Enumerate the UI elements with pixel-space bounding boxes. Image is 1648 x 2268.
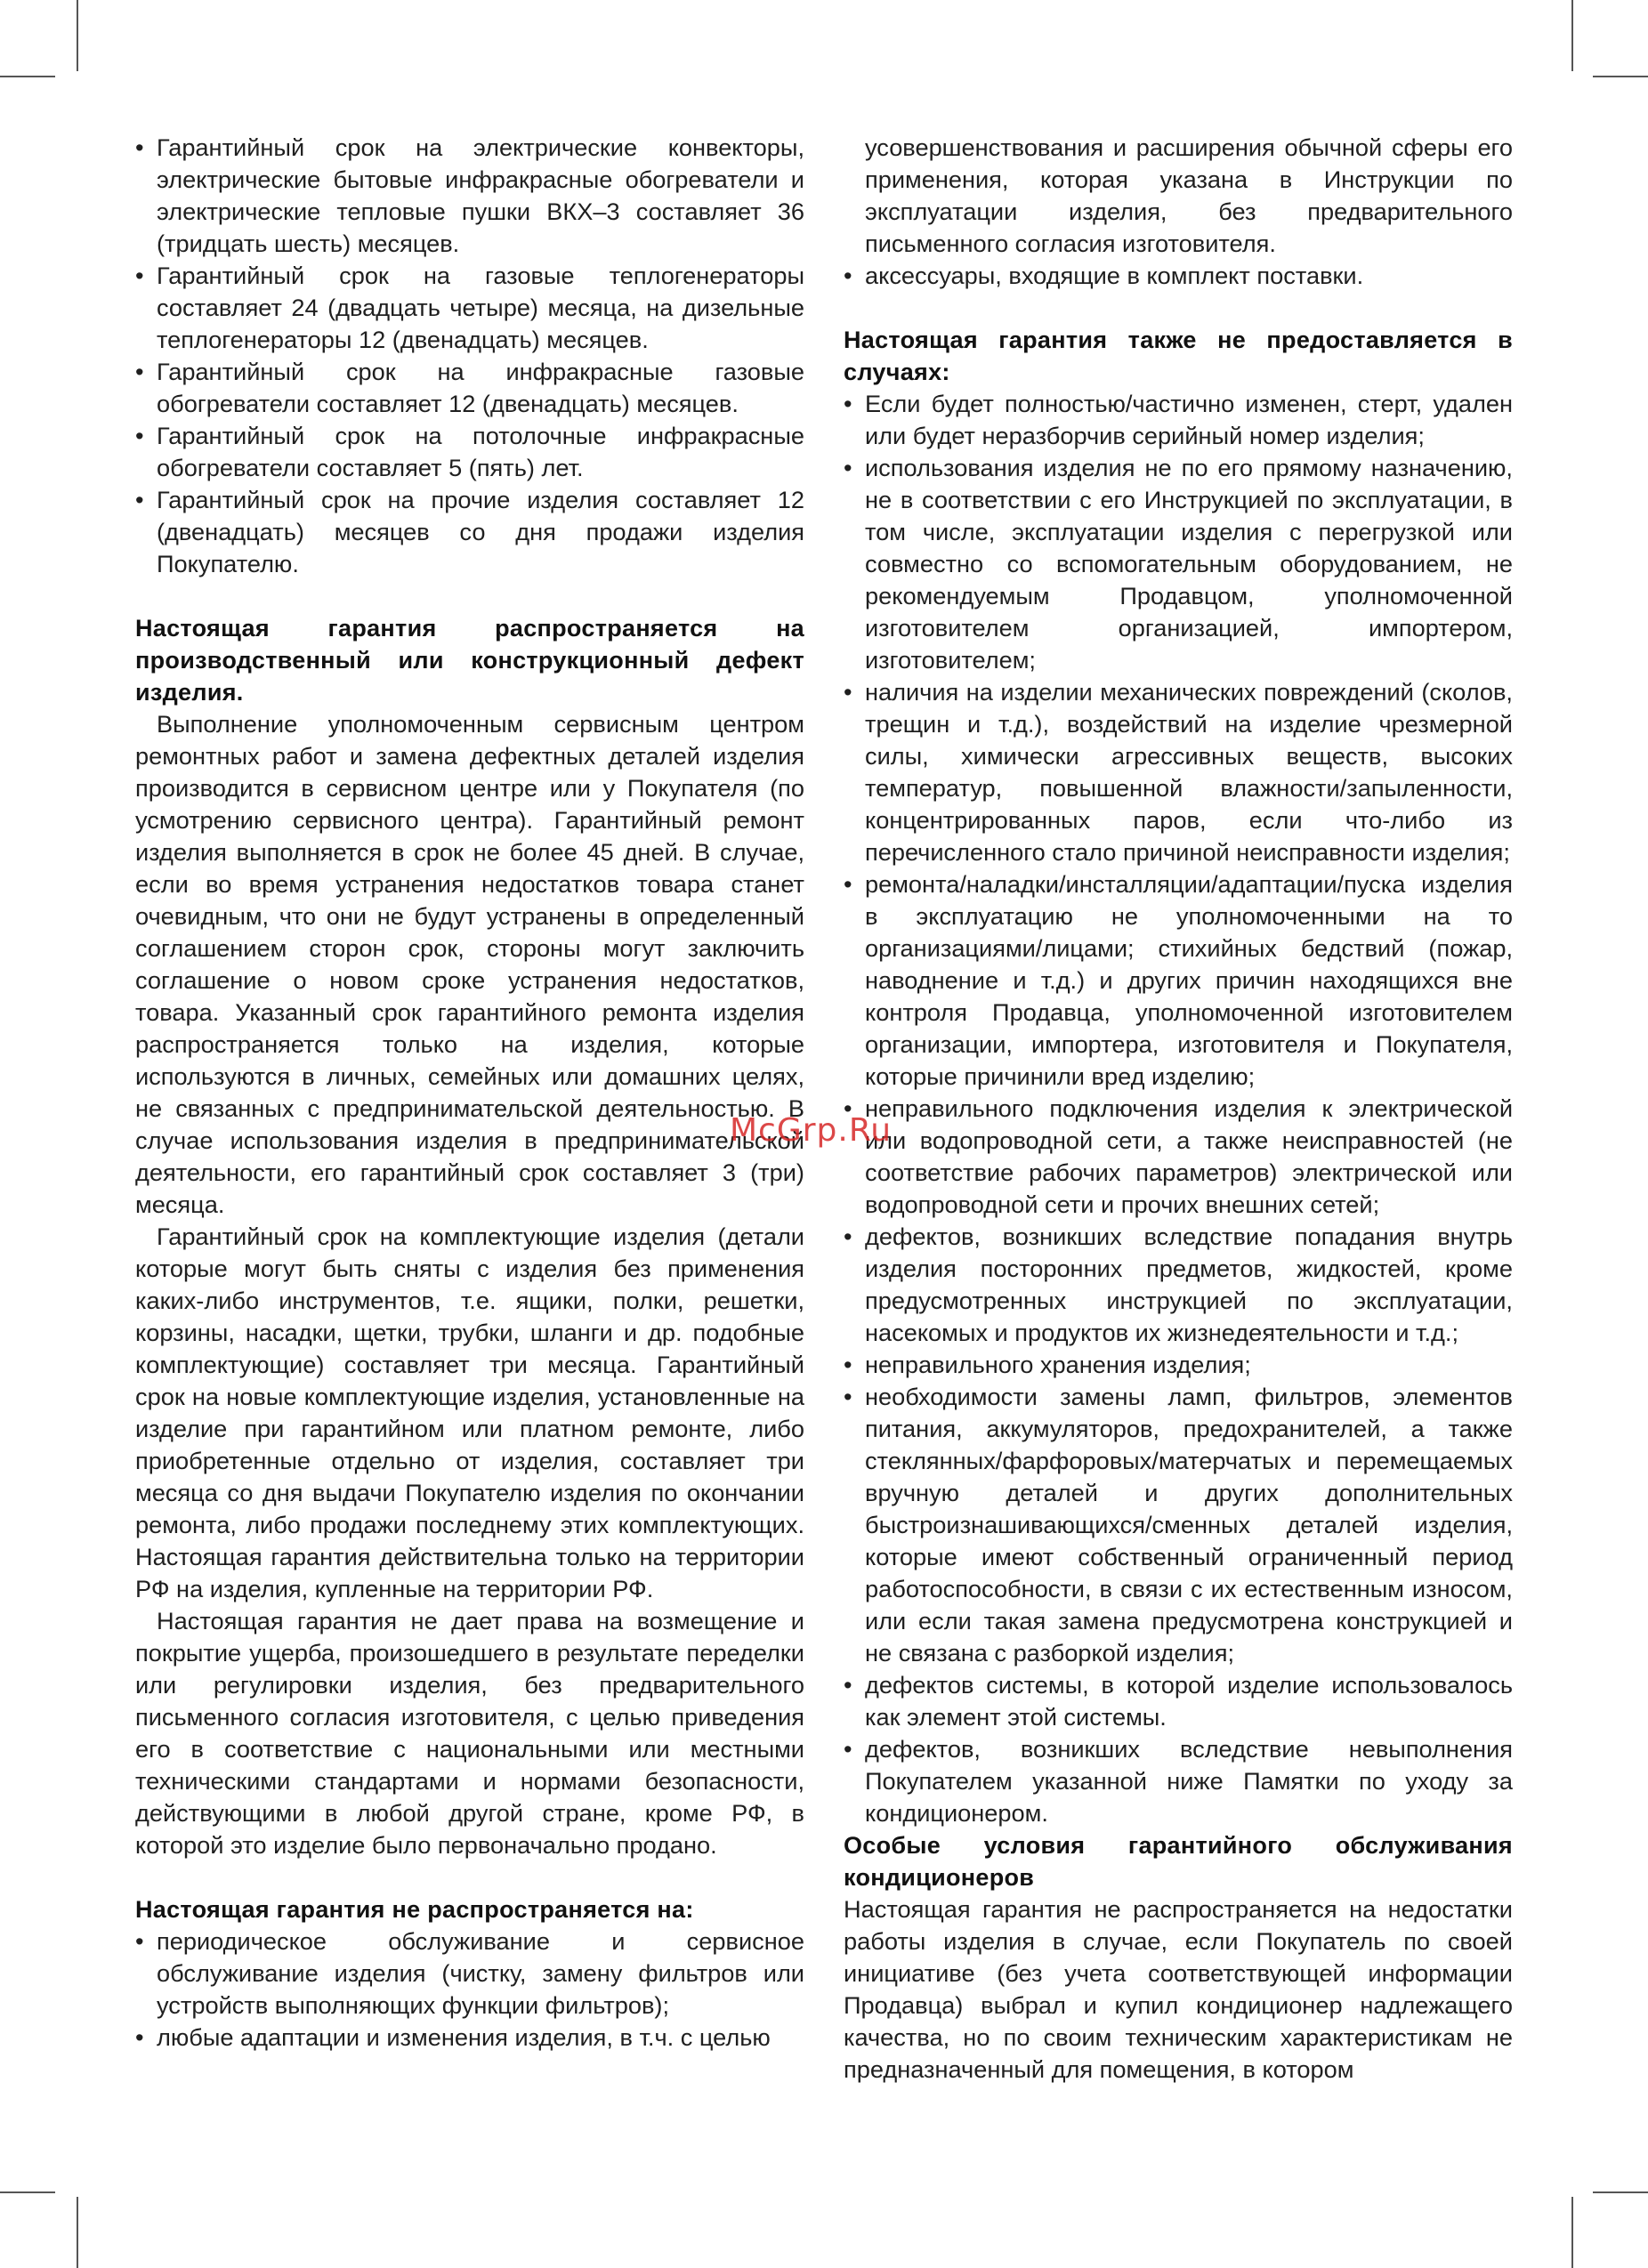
list-item: • дефектов системы, в которой изделие использовалось как элемент этой системы. xyxy=(844,1669,1513,1733)
continuation-list xyxy=(844,260,1513,292)
list-item: • любые адаптации и изменения изделия, в т.ч. с целью xyxy=(135,2022,804,2054)
exclusions-list xyxy=(844,388,1513,1829)
right-column xyxy=(844,132,1513,2086)
paragraph-components: Гарантийный срок на комплектующие изделия (детали которые могут быть сняты с изделия без применения каких-либо инструментов, т.е. ящики, полки, решетки, корзины, насадки, щетки, трубки, шланги и др. подобные комплектующие) составляет три месяца. Гарантийный срок на новые комплектующие изделия, установленные на изделие при гарантийном или платном ремонте, либо приобретенные отдельно от изделия, составляет три месяца со дня выдачи Покупателю изделия по окончании ремонта, либо продажи последнему этих комплектующих. Настоящая гарантия действительна только на территории РФ на изделия, купленные на территории РФ. xyxy=(135,1223,804,1602)
crop-mark-top-right-horizontal xyxy=(1593,76,1648,77)
watermark: McGrp.Ru xyxy=(730,1112,893,1149)
list-item: • Гарантийный срок на прочие изделия составляет 12 (двенадцать) месяцев со дня продажи изделия Покупателю. xyxy=(135,484,804,580)
crop-mark-bottom-left-horizontal xyxy=(0,2191,55,2193)
paragraph-continuation: усовершенствования и расширения обычной сферы его применения, которая указана в Инструкции по эксплуатации изделия, без предварительного письменного согласия изготовителя. xyxy=(865,133,1513,257)
list-item: • неправильного подключения изделия к электрической или водопроводной сети, а также неисправностей (не соответствие рабочих параметров) электрической или водопроводной сети и прочих внешних сетей; xyxy=(844,1093,1513,1221)
heading-warranty-not-applies: Настоящая гарантия не распространяется на: xyxy=(135,1896,694,1923)
crop-mark-bottom-left-vertical xyxy=(77,2197,78,2268)
paragraph-service-repair: Выполнение уполномоченным сервисным центром ремонтных работ и замена дефектных деталей изделия производится в сервисном центре или у Покупателя (по усмотрению сервисного центра). Гарантийный ремонт изделия выполняется в срок не более 45 дней. В случае, если во время устранения недостатков товара станет очевидным, что они не будут устранены в определенный соглашением сторон срок, стороны могут заключить соглашение о новом сроке устранения недостатков, товара. Указанный срок гарантийного ремонта изделия распространяется только на изделия, которые используются в личных, семейных или домашних целях, не связанных с предпринимательской деятельностью. В случае использования изделия в предпринимательской деятельности, его гарантийный срок составляет 3 (три) месяца. xyxy=(135,710,804,1218)
left-column xyxy=(135,132,804,2054)
list-item: • использования изделия не по его прямому назначению, не в соответствии с его Инструкцией по эксплуатации, в том числе, эксплуатации изделия с перегрузкой или совместно со вспомогательным оборудованием, не рекомендуемым Продавцом, уполномоченной изготовителем организацией, импортером, изготовителем; xyxy=(844,452,1513,676)
list-item: • Если будет полностью/частично изменен, стерт, удален или будет неразборчив серийный номер изделия; xyxy=(844,388,1513,452)
list-item: • Гарантийный срок на электрические конвекторы, электрические бытовые инфракрасные обогреватели и электрические тепловые пушки ВКХ–3 составляет 36 (тридцать шесть) месяцев. xyxy=(135,132,804,260)
heading-also-not-provided: Настоящая гарантия также не предоставляется в случаях: xyxy=(844,327,1513,385)
list-item: • неправильного хранения изделия; xyxy=(844,1349,1513,1381)
list-item: • наличия на изделии механических повреждений (сколов, трещин и т.д.), воздействий на изделие чрезмерной силы, химически агрессивных веществ, высоких температур, повышенной влажности/запыленности, концентрированных паров, если что-либо из перечисленного стало причиной неисправности изделия; xyxy=(844,676,1513,868)
crop-mark-top-right-vertical xyxy=(1571,0,1573,71)
list-item: • периодическое обслуживание и сервисное обслуживание изделия (чистку, замену фильтров или устройств выполняющих функции фильтров); xyxy=(135,1925,804,2022)
list-item: • дефектов, возникших вследствие невыполнения Покупателем указанной ниже Памятки по уходу за кондиционером. xyxy=(844,1733,1513,1829)
list-item: • дефектов, возникших вследствие попадания внутрь изделия посторонних предметов, жидкостей, кроме предусмотренных инструкцией по эксплуатации, насекомых и продуктов их жизнедеятельности и т.д.; xyxy=(844,1221,1513,1349)
list-item: • Гарантийный срок на инфракрасные газовые обогреватели составляет 12 (двенадцать) месяцев. xyxy=(135,356,804,420)
crop-mark-top-left-vertical xyxy=(77,0,78,71)
warranty-period-list xyxy=(135,132,804,580)
paragraph-special-conditions: Настоящая гарантия не распространяется на недостатки работы изделия в случае, если Покупатель по своей инициативе (без учета соответствующей информации Продавца) выбрал и купил кондиционер надлежащего качества, но по своим техническим характеристикам не предназначенный для помещения, в котором xyxy=(844,1895,1513,2083)
crop-mark-bottom-right-vertical xyxy=(1571,2197,1573,2268)
list-item: • ремонта/наладки/инсталляции/адаптации/пуска изделия в эксплуатацию не уполномоченными на то организациями/лицами; стихийных бедствий (пожар, наводнение и т.д.) и других причин находящихся вне контроля Продавца, уполномоченной изготовителем организации, импортера, изготовителя и Покупателя, которые причинили вред изделию; xyxy=(844,868,1513,1093)
list-item: • Гарантийный срок на газовые теплогенераторы составляет 24 (двадцать четыре) месяца, на дизельные теплогенераторы 12 (двенадцать) месяцев. xyxy=(135,260,804,356)
crop-mark-bottom-right-horizontal xyxy=(1593,2191,1648,2193)
list-item: • Гарантийный срок на потолочные инфракрасные обогреватели составляет 5 (пять) лет. xyxy=(135,420,804,484)
crop-mark-top-left-horizontal xyxy=(0,76,55,77)
not-applies-list xyxy=(135,1925,804,2054)
list-item: • необходимости замены ламп, фильтров, элементов питания, аккумуляторов, предохранителей, а также стеклянных/фарфоровых/матерчатых и перемещаемых вручную деталей и других дополнительных быстроизнашивающихся/сменных деталей изделия, которые имеют собственный ограниченный период работоспособности, в связи с их естественным износом, или если такая замена предусмотрена конструкцией и не связана с разборкой изделия; xyxy=(844,1381,1513,1669)
list-item: • аксессуары, входящие в комплект поставки. xyxy=(844,260,1513,292)
heading-warranty-applies: Настоящая гарантия распространяется на производственный или конструкционный дефект изделия. xyxy=(135,615,804,706)
paragraph-no-compensation: Настоящая гарантия не дает права на возмещение и покрытие ущерба, произошедшего в результате переделки или регулировки изделия, без предварительного письменного согласия изготовителя, с целью приведения его в соответствие с национальными или местными техническими стандартами и нормами безопасности, действующими в любой другой стране, кроме РФ, в которой это изделие было первоначально продано. xyxy=(135,1607,804,1859)
heading-special-conditions: Особые условия гарантийного обслуживания кондиционеров xyxy=(844,1832,1513,1891)
